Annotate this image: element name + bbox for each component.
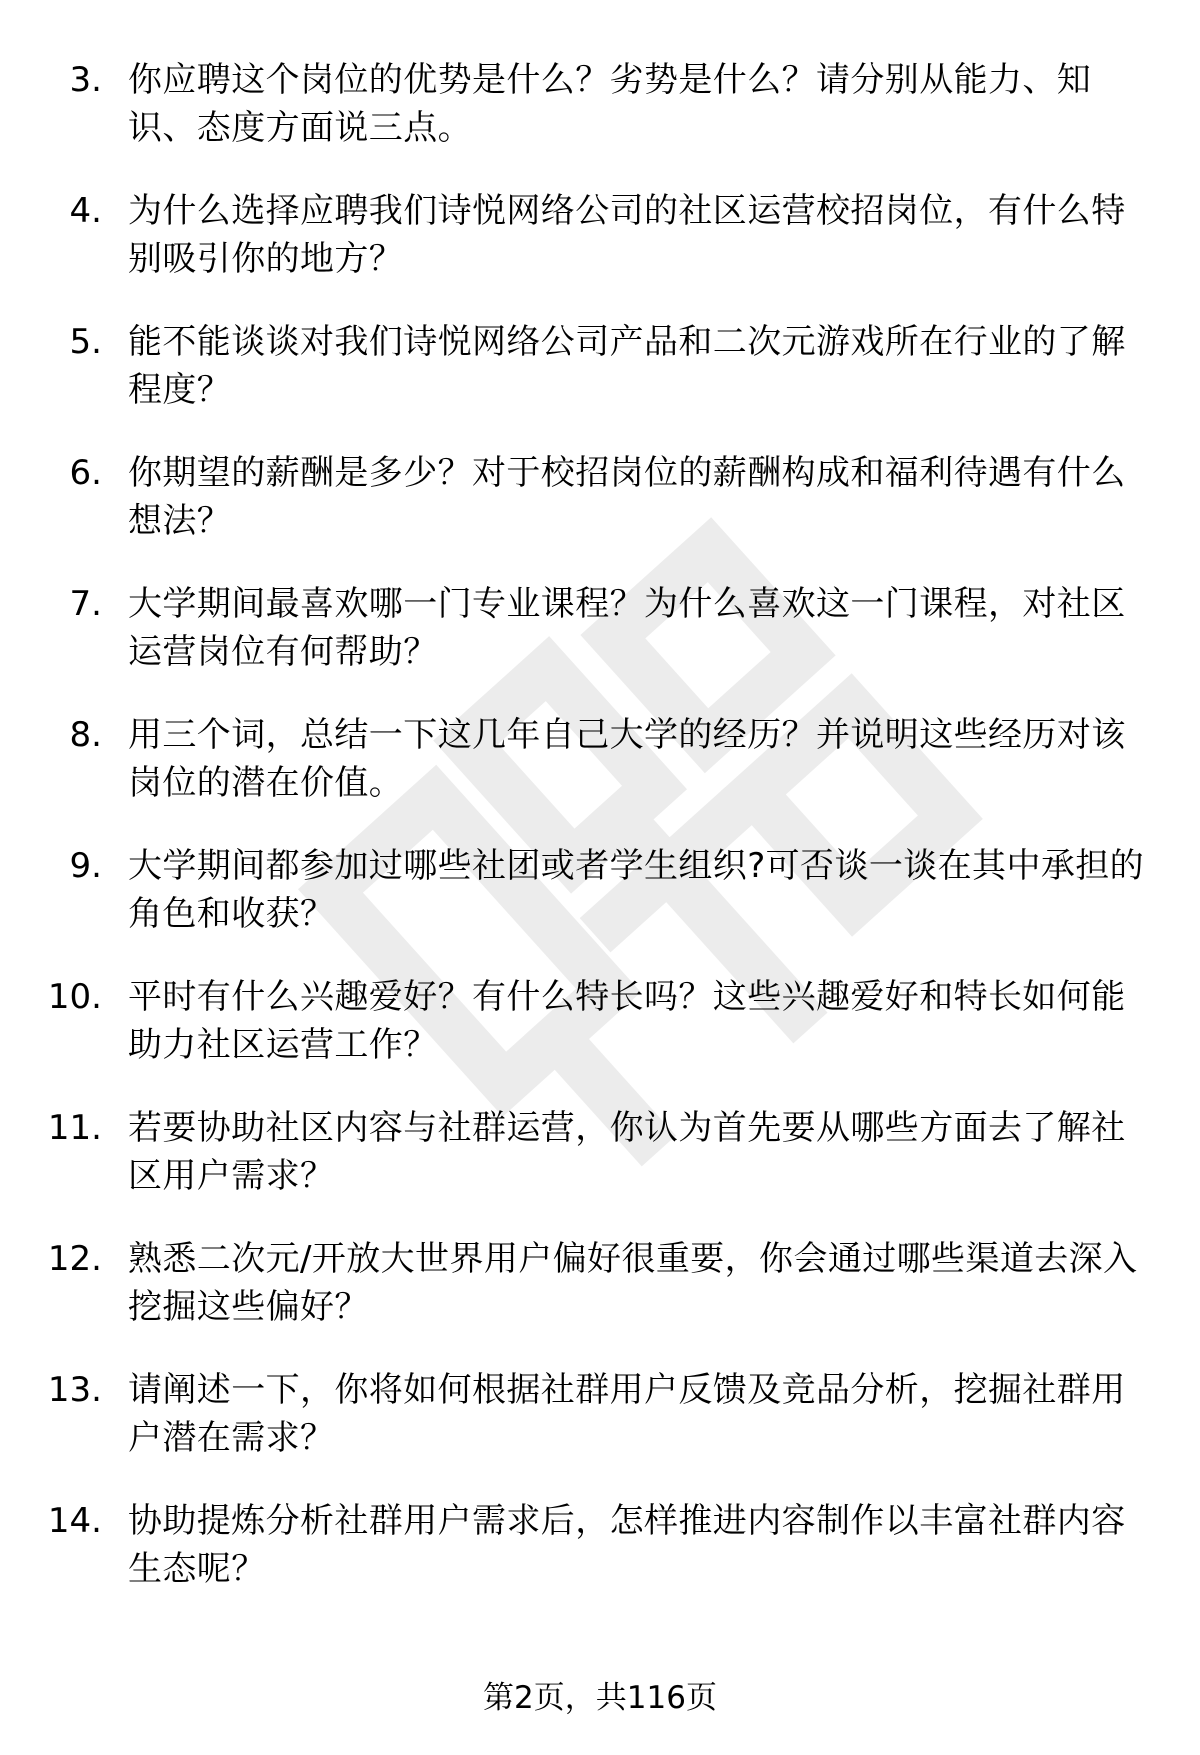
question-number: 7.	[69, 584, 102, 624]
question-number: 6.	[69, 453, 102, 493]
question-list	[0, 56, 1200, 1628]
question-text: 请阐述一下，你将如何根据社群用户反馈及竞品分析，挖掘社群用户潜在需求？	[128, 1370, 1126, 1458]
question-number: 5.	[69, 322, 102, 362]
question-text: 若要协助社区内容与社群运营，你认为首先要从哪些方面去了解社区用户需求？	[128, 1108, 1126, 1196]
question-number: 9.	[69, 846, 102, 886]
question-item	[0, 187, 1200, 318]
page-footer: 第2页，共116页	[483, 1680, 717, 1716]
question-item	[0, 1366, 1200, 1497]
question-item	[0, 580, 1200, 711]
question-item	[0, 318, 1200, 449]
question-number: 13.	[47, 1370, 102, 1410]
question-text: 你期望的薪酬是多少？对于校招岗位的薪酬构成和福利待遇有什么想法？	[128, 453, 1126, 541]
question-text: 大学期间都参加过哪些社团或者学生组织?可否谈一谈在其中承担的角色和收获？	[128, 846, 1145, 934]
question-number: 11.	[47, 1108, 102, 1148]
question-item	[0, 1235, 1200, 1366]
question-item	[0, 1497, 1200, 1628]
question-number: 8.	[69, 715, 102, 755]
question-item	[0, 1104, 1200, 1235]
question-item	[0, 56, 1200, 187]
question-text: 你应聘这个岗位的优势是什么？劣势是什么？请分别从能力、知识、态度方面说三点。	[128, 60, 1092, 148]
question-text: 协助提炼分析社群用户需求后，怎样推进内容制作以丰富社群内容生态呢？	[128, 1501, 1126, 1589]
question-text: 用三个词，总结一下这几年自己大学的经历？并说明这些经历对该岗位的潜在价值。	[128, 715, 1126, 803]
question-number: 14.	[47, 1501, 102, 1541]
question-number: 3.	[69, 60, 102, 100]
question-text: 能不能谈谈对我们诗悦网络公司产品和二次元游戏所在行业的了解程度？	[128, 322, 1126, 410]
question-number: 4.	[69, 191, 102, 231]
question-item	[0, 973, 1200, 1104]
question-text: 平时有什么兴趣爱好？有什么特长吗？这些兴趣爱好和特长如何能助力社区运营工作？	[128, 977, 1126, 1065]
question-item	[0, 842, 1200, 973]
question-number: 10.	[47, 977, 102, 1017]
question-item	[0, 711, 1200, 842]
question-text: 熟悉二次元/开放大世界用户偏好很重要，你会通过哪些渠道去深入挖掘这些偏好？	[128, 1239, 1138, 1327]
question-text: 大学期间最喜欢哪一门专业课程？为什么喜欢这一门课程，对社区运营岗位有何帮助？	[128, 584, 1126, 672]
question-number: 12.	[47, 1239, 102, 1279]
question-item	[0, 449, 1200, 580]
question-text: 为什么选择应聘我们诗悦网络公司的社区运营校招岗位，有什么特别吸引你的地方？	[128, 191, 1126, 279]
